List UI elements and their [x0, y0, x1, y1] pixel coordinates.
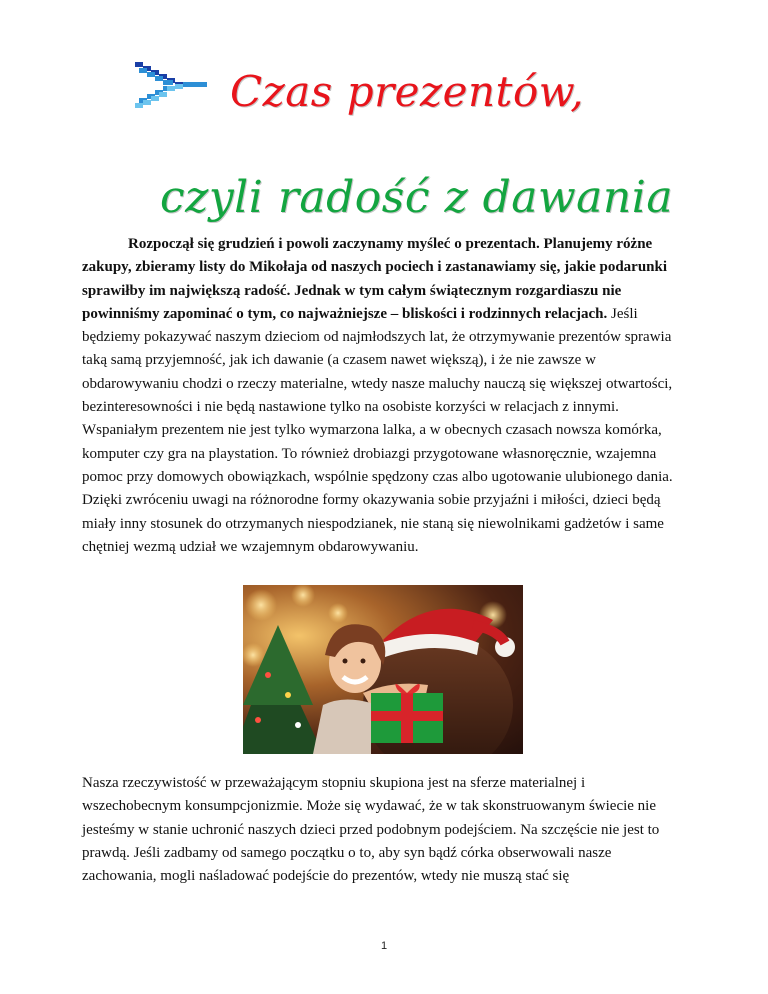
paragraph-1-body: Jeśli będziemy pokazywać naszym dzieciom od najmłodszych lat, że otrzymywanie prezentów sprawia taką samą przyjemność, jak ich dawanie (a czasem nawet większą), i że nie zawsze w obdarowywaniu chodzi o rzeczy materialne, wtedy nasze maluchy nauczą się większej otwartości, bezinteresowności i nie będą nastawione tylko na osobiste korzyści w relacjach z innymi. Wspaniałym prezentem nie jest tylko wymarzona lalka, a w obecnych czasach nowsza komórka, komputer czy gra na playstation. To również drobiazgi przygotowane własnoręcznie, wzajemna pomoc przy domowych obowiązkach, wspólnie spędzony czas albo ugotowanie ulubionego dania. Dzięki zwróceniu uwagi na różnorodne formy okazywania sobie przyjaźni i miłości, dzieci będą miały inny stosunek do otrzymanych niespodzianek, nie staną się niewolnikami gadżetów i same chętniej wezmą udział we wzajemnym obdarowywaniu. — [82, 305, 673, 555]
title-line-2: czyli radość z dawania — [160, 172, 674, 223]
paragraph-1 — [82, 233, 682, 559]
christmas-hug-photo — [243, 585, 523, 754]
paragraph-2: Nasza rzeczywistość w przeważającym stopniu skupiona jest na sferze materialnej i wszechobecnym konsumpcjonizmie. Może się wydawać, że w tak skonstruowanym świecie nie jesteśmy w stanie uchronić naszych dzieci przed podobnym podejściem. Na szczęście nie jest to prawdą. Jeśli zadbamy od samego początku o to, aby syn bądź córka obserwowali nasze zachowania, mogli naśladować podejście do prezentów, wtedy nie muszą stać się — [82, 775, 660, 885]
arrow-chevron-icon — [135, 62, 207, 108]
title-line-1: Czas prezentów, — [230, 67, 585, 116]
page-number: 1 — [380, 940, 388, 952]
paragraph-1-bold-intro: Rozpoczął się grudzień i powoli zaczynamy myśleć o prezentach. Planujemy różne zakupy, zbieramy listy do Mikołaja od naszych pociech i zastanawiamy się, jakie podarunki sprawiłby im największą radość. Jednak w tym całym świątecznym rozgardiaszu nie powinniśmy zapominać o tym, co najważniejsze – bliskości i rodzinnych relacjach. — [82, 236, 668, 322]
